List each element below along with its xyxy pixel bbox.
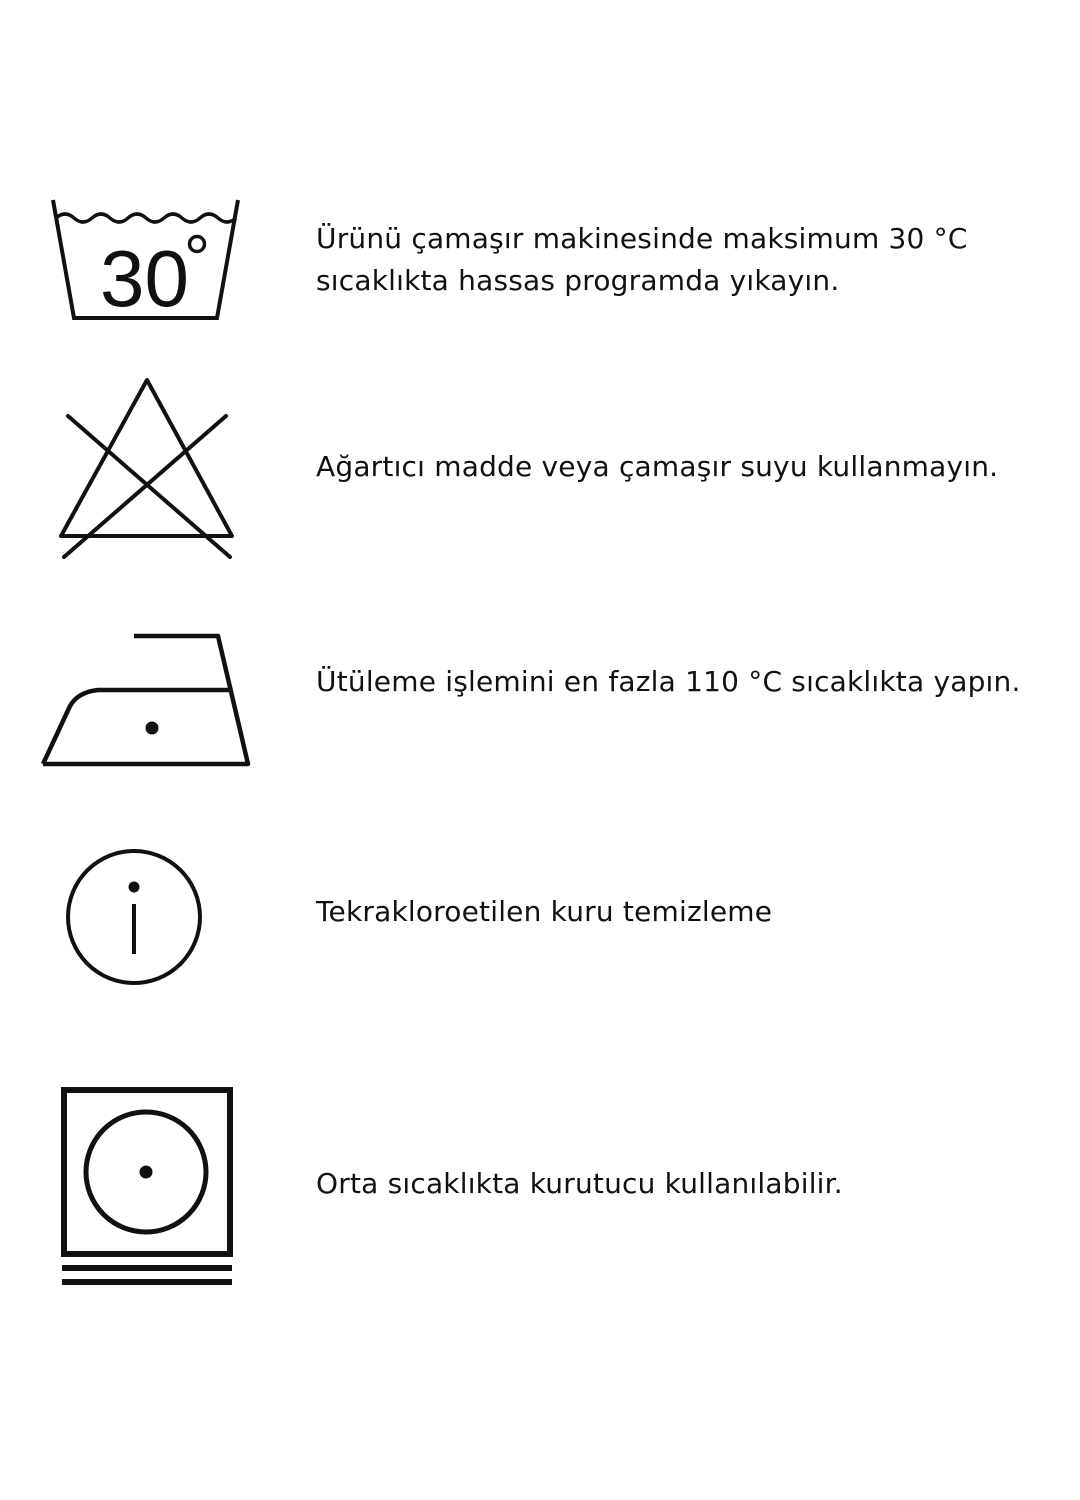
tumble-dry-medium-icon xyxy=(58,1084,236,1288)
care-row-tumble-dry xyxy=(0,1080,1080,1300)
iron-low-heat-icon xyxy=(40,632,254,772)
care-text-bleach: Ağartıcı madde veya çamaşır suyu kullanmayın. xyxy=(316,450,999,483)
care-row-iron xyxy=(0,628,1080,778)
wash-temperature-label: 30 xyxy=(100,234,189,323)
care-text-dryclean: Tekrakloroetilen kuru temizleme xyxy=(316,895,773,928)
no-bleach-icon xyxy=(56,376,238,562)
care-row-wash xyxy=(0,190,1080,330)
care-text-wash: Ürünü çamaşır makinesinde maksimum 30 °C sıcaklıkta hassas programda yıkayın. xyxy=(316,222,968,297)
dry-clean-icon xyxy=(64,846,206,988)
care-text-iron: Ütüleme işlemini en fazla 110 °C sıcaklıkta yapın. xyxy=(316,665,1021,698)
wash-30-icon xyxy=(48,198,244,324)
care-text-tumble-dry: Orta sıcaklıkta kurutucu kullanılabilir. xyxy=(316,1167,843,1200)
care-row-bleach xyxy=(0,370,1080,570)
care-row-dryclean xyxy=(0,840,1080,1000)
